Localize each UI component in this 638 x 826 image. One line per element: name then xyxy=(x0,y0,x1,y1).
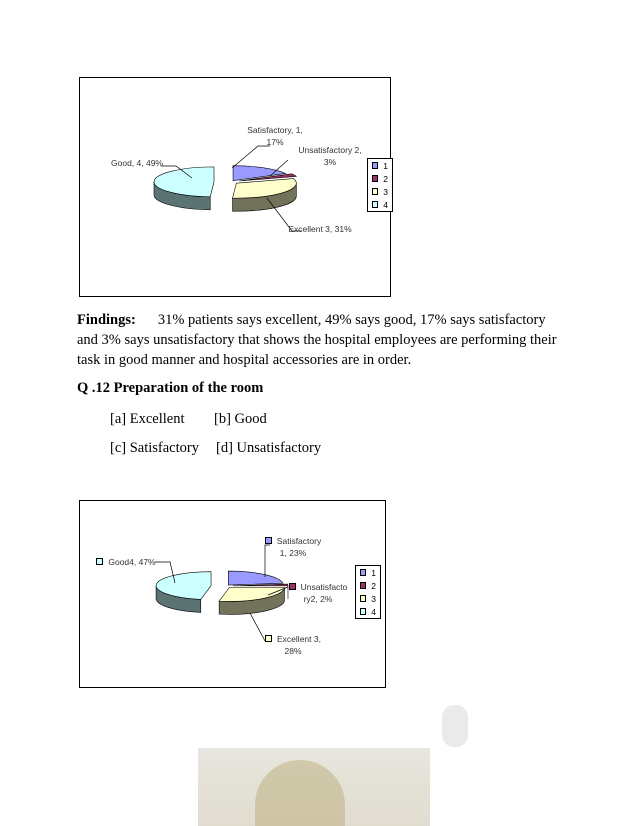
legend-item: 4 xyxy=(356,605,380,618)
findings-line-1: Findings: 31% patients says excellent, 49% says good, 17% says satisfactory xyxy=(77,312,546,328)
chart-2-label-unsatisfactory: Unsatisfacto ry2, 2% xyxy=(283,581,353,605)
legend-item: 3 xyxy=(356,592,380,605)
chart-2 xyxy=(79,500,386,688)
chart-2-label-satisfactory: Satisfactory 1, 23% xyxy=(258,535,328,559)
legend-item: 3 xyxy=(368,185,392,198)
option-a: [a] Excellent xyxy=(110,411,185,427)
chart-1-label-satisfactory: Satisfactory, 1, 17% xyxy=(247,125,303,147)
chart-2-legend xyxy=(355,565,381,619)
leader-line xyxy=(232,146,270,168)
legend-item: 2 xyxy=(368,172,392,185)
chart-1 xyxy=(79,77,391,297)
option-d: [d] Unsatisfactory xyxy=(216,440,322,456)
legend-item: 1 xyxy=(368,159,392,172)
chart-1-pie xyxy=(80,78,390,296)
question-title: Q .12 Preparation of the room xyxy=(77,380,264,396)
legend-item: 2 xyxy=(356,579,380,592)
faded-image-mark xyxy=(442,705,468,747)
chart-1-label-good: Good, 4, 49% xyxy=(111,158,163,168)
chart-1-label-unsatisfactory: Unsatisfactory 2, 3% xyxy=(298,145,362,167)
legend-item: 4 xyxy=(368,198,392,211)
chart-1-legend xyxy=(367,158,393,212)
chart-1-label-excellent: Excellent 3, 31% xyxy=(288,224,352,234)
legend-item: 1 xyxy=(356,566,380,579)
findings-line-2: and 3% says unsatisfactory that shows the hospital employees are performing their xyxy=(77,332,557,348)
chart-2-label-excellent: Excellent 3, 28% xyxy=(258,633,328,657)
chart-2-label-good: Good4, 47% xyxy=(90,556,162,568)
option-c: [c] Satisfactory xyxy=(110,440,199,456)
option-b: [b] Good xyxy=(214,411,267,427)
findings-line-3: task in good manner and hospital accessories are in order. xyxy=(77,352,412,368)
pie-slice-1 xyxy=(228,571,283,585)
